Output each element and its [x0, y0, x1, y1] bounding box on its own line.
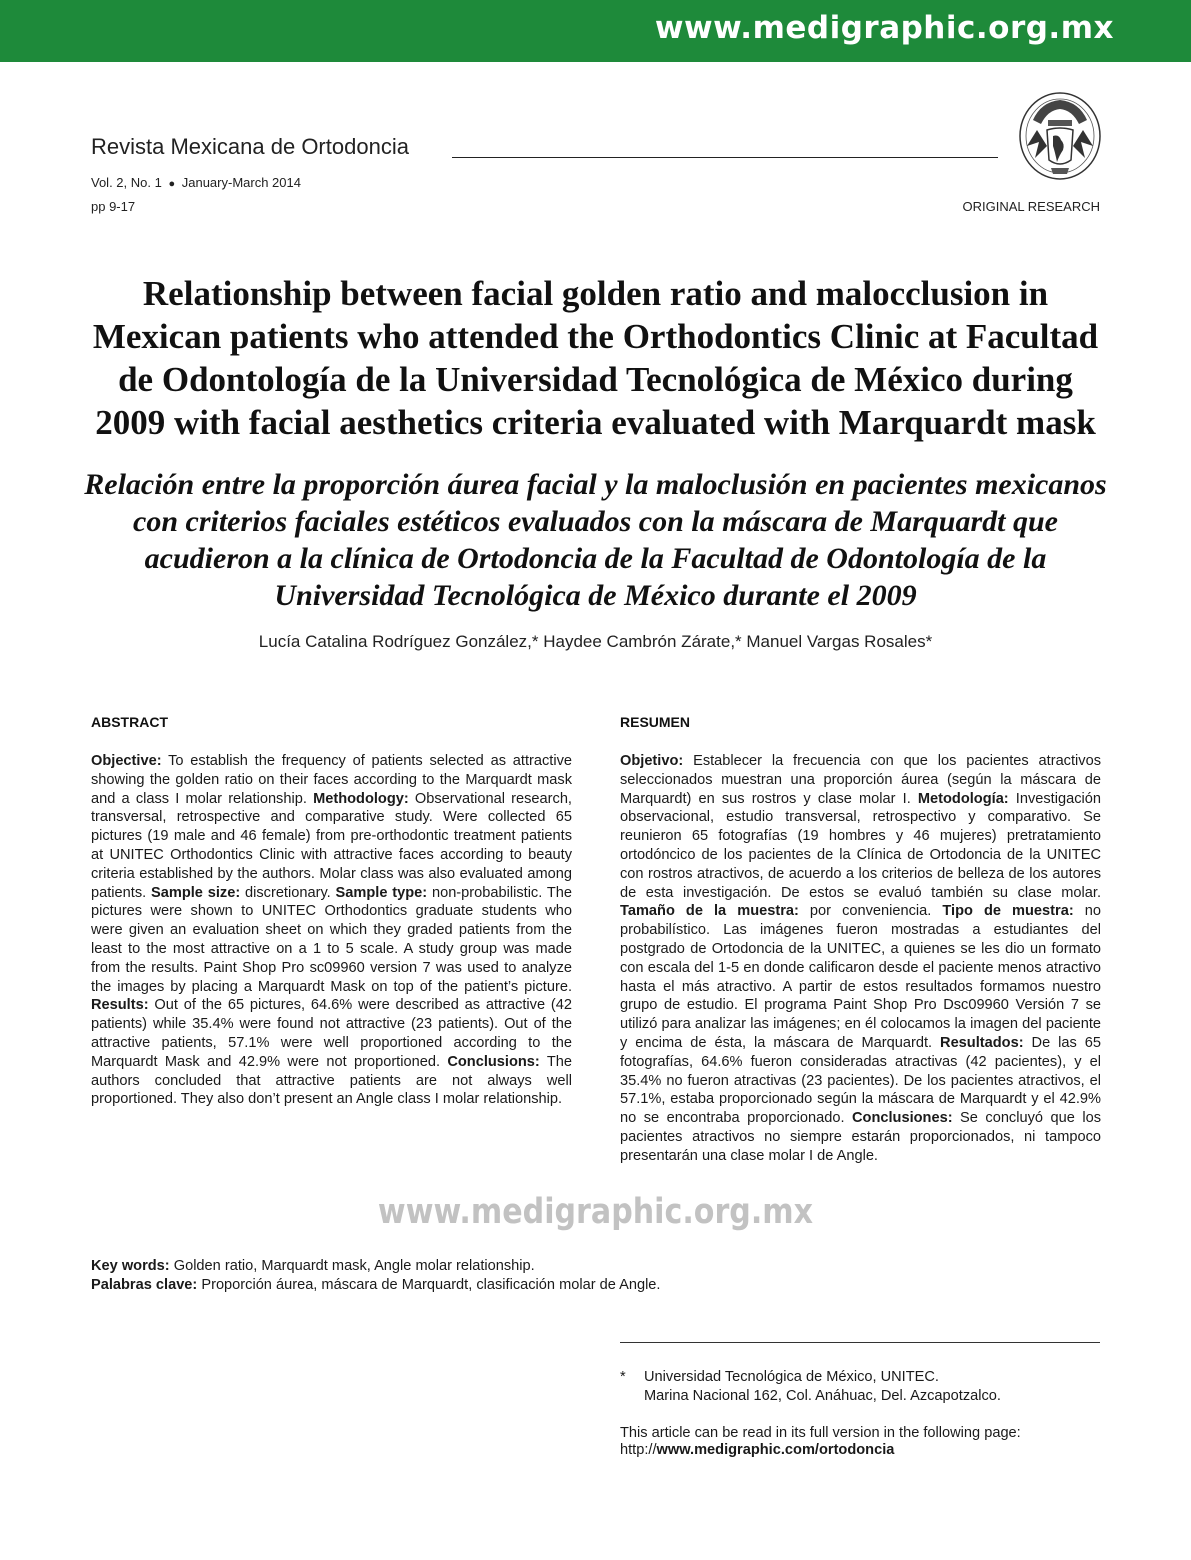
conclusions-label: Conclusions: — [447, 1053, 540, 1070]
results-label: Results: — [91, 997, 149, 1014]
journal-name: Revista Mexicana de Ortodoncia — [91, 134, 409, 159]
header-rule — [452, 157, 998, 158]
sample-type-label: Sample type: — [335, 884, 428, 901]
author-list: Lucía Catalina Rodríguez González,* Haydee Cambrón Zárate,* Manuel Vargas Rosales* — [258, 632, 933, 651]
footnote-mark: * — [620, 1369, 626, 1385]
sample-size-text: discretionary. — [240, 884, 336, 901]
volume-number: Vol. 2, No. 1 — [91, 175, 162, 190]
sample-size-label: Sample size: — [151, 884, 241, 901]
url-link[interactable]: www.medigraphic.com/ortodoncia — [656, 1442, 895, 1458]
objetivo-label: Objetivo: — [620, 753, 684, 769]
keywords-es-text: Proporción áurea, máscara de Marquardt, clasificación molar de Angle. — [197, 1277, 661, 1293]
title-english: Relationship between facial golden ratio and malocclusion in Mexican patients who attended the Orthodontics Clinic at Facultad de Odontología de la Universidad Tecnológica de México during 2009 with facial aesthetics criteria evaluated with Marquardt mask — [92, 274, 1099, 442]
top-banner — [0, 0, 1191, 62]
conclusions-text: The authors concluded that attractive patients are not always well proportioned. They also don’t present an Angle class I molar relationship. — [91, 1053, 572, 1108]
availability-url[interactable] — [620, 1442, 1100, 1459]
metodologia-label: Metodología: — [917, 790, 1009, 807]
affiliation-line-1: Universidad Tecnológica de México, UNITEC. — [644, 1369, 939, 1385]
abstract-heading: ABSTRACT — [91, 714, 168, 730]
metodologia-text: Investigación observacional, estudio transversal, retrospectivo y comparativo. Se reunieron 65 fotografías (19 hombres y 46 mujeres) pretratamiento ortodóncico de los pacientes de la Clínica de Ortodoncia de la UNITEC con rostros atractivos, de acuerdo a los criterios de belleza de los autores de esta investigación. De estos se evaluó también su clase molar. — [620, 790, 1101, 901]
keywords-es-label: Palabras clave: — [91, 1277, 198, 1293]
resultados-text: De las 65 fotografías, 64.6% fueron consideradas atractivas (42 pacientes), y el 35.4% no fueron atractivas (23 pacientes). De los pacientes atractivos, el 57.1%, estaba proporcionado según la máscara de Marquardt y el 42.9% no se encontraba proporcionado. — [620, 1034, 1101, 1127]
volume-info — [91, 175, 301, 190]
objective-text: To establish the frequency of patients selected as attractive showing the golden ratio on their faces according to the Marquardt mask and a class I molar relationship. — [91, 753, 572, 807]
watermark: www.medigraphic.org.mx — [377, 1192, 814, 1232]
unam-seal-icon — [1017, 90, 1103, 182]
abstract-body — [91, 752, 572, 1109]
resultados-label: Resultados: — [940, 1034, 1024, 1051]
url-prefix: http:// — [620, 1442, 657, 1458]
objective-label: Objective: — [91, 753, 162, 769]
tamano-text: por conveniencia. — [798, 903, 943, 920]
affiliation-line-2: Marina Nacional 162, Col. Anáhuac, Del. Azcapotzalco. — [644, 1388, 1001, 1404]
methodology-text: Observational research, transversal, retrospective and comparative study. Were collected 65 pictures (19 male and 46 female) from pre-orthodontic treatment patients at UNITEC Orthodontics Clinic with attractive faces according to beauty criteria established by the authors. Molar class was also evaluated among patients. — [91, 790, 572, 901]
resumen-body — [620, 752, 1101, 1166]
keywords-en-text: Golden ratio, Marquardt mask, Angle molar relationship. — [169, 1258, 535, 1274]
keywords-spanish — [91, 1276, 660, 1295]
keywords-en-label: Key words: — [91, 1258, 170, 1274]
footnote-rule — [620, 1342, 1100, 1343]
tamano-label: Tamaño de la muestra: — [620, 903, 799, 920]
page-range: pp 9-17 — [91, 199, 136, 214]
availability-text: This article can be read in its full version in the following page: — [620, 1425, 1021, 1441]
affiliation-note — [620, 1368, 1100, 1406]
conclusiones-label: Conclusiones: — [852, 1110, 953, 1127]
availability-note — [620, 1425, 1100, 1459]
sample-type-text: non-probabilistic. The pictures were shown to UNITEC Orthodontics graduate students who were given an evaluation sheet on which they graded patients from the least to the most attractive on a 1 to 5 scale. A study group was made from the results. Paint Shop Pro sc09960 version 7 was used to analyze the images by placing a Marquardt Mask on top of the patient’s picture. — [91, 884, 572, 995]
issue-date: January-March 2014 — [181, 175, 301, 190]
banner-url[interactable]: www.medigraphic.org.mx — [654, 10, 1114, 46]
keywords-english — [91, 1257, 660, 1276]
title-spanish: Relación entre la proporción áurea facial y la maloclusión en pacientes mexicanos con criterios faciales estéticos evaluados con la máscara de Marquardt que acudieron a la clínica de Ortodoncia de la Facultad de Odontología de la Universidad Tecnológica de México durante el 2009 — [84, 468, 1107, 612]
methodology-label: Methodology: — [313, 790, 409, 807]
conclusiones-text: Se concluyó que los pacientes atractivos no siempre estarán proporcionados, ni tampoco presentarán una clase molar I de Angle. — [620, 1110, 1101, 1164]
results-text: Out of the 65 pictures, 64.6% were described as attractive (42 patients) while 35.4% were found not attractive (23 patients). Out of the attractive patients, 57.1% were well proportioned according to the Marquardt Mask and 42.9% were not proportioned. — [91, 997, 572, 1070]
section-type: ORIGINAL RESEARCH — [962, 199, 1100, 214]
bullet-icon: ● — [168, 178, 176, 190]
tipo-text: no probabilístico. Las imágenes fueron mostradas a estudiantes del postgrado de Ortodoncia de la UNITEC, a quienes se les dio un formato con escala del 1-5 en donde calificaron desde el paciente menos atractivo hasta el más atractivo. A partir de estos resultados formamos nuestro grupo de estudio. El programa Paint Shop Pro Dsc09960 Versión 7 se utilizó para analizar las imágenes; en él colocamos la imagen del paciente y encima de ésta, la máscara de Marquardt. — [620, 903, 1101, 1051]
resumen-heading: RESUMEN — [620, 714, 691, 730]
tipo-label: Tipo de muestra: — [942, 903, 1074, 920]
objetivo-text: Establecer la frecuencia con que los pacientes atractivos seleccionados muestran una proporción áurea (según la máscara de Marquardt) en sus rostros y clase molar I. — [620, 753, 1101, 807]
keywords-block — [91, 1257, 660, 1295]
